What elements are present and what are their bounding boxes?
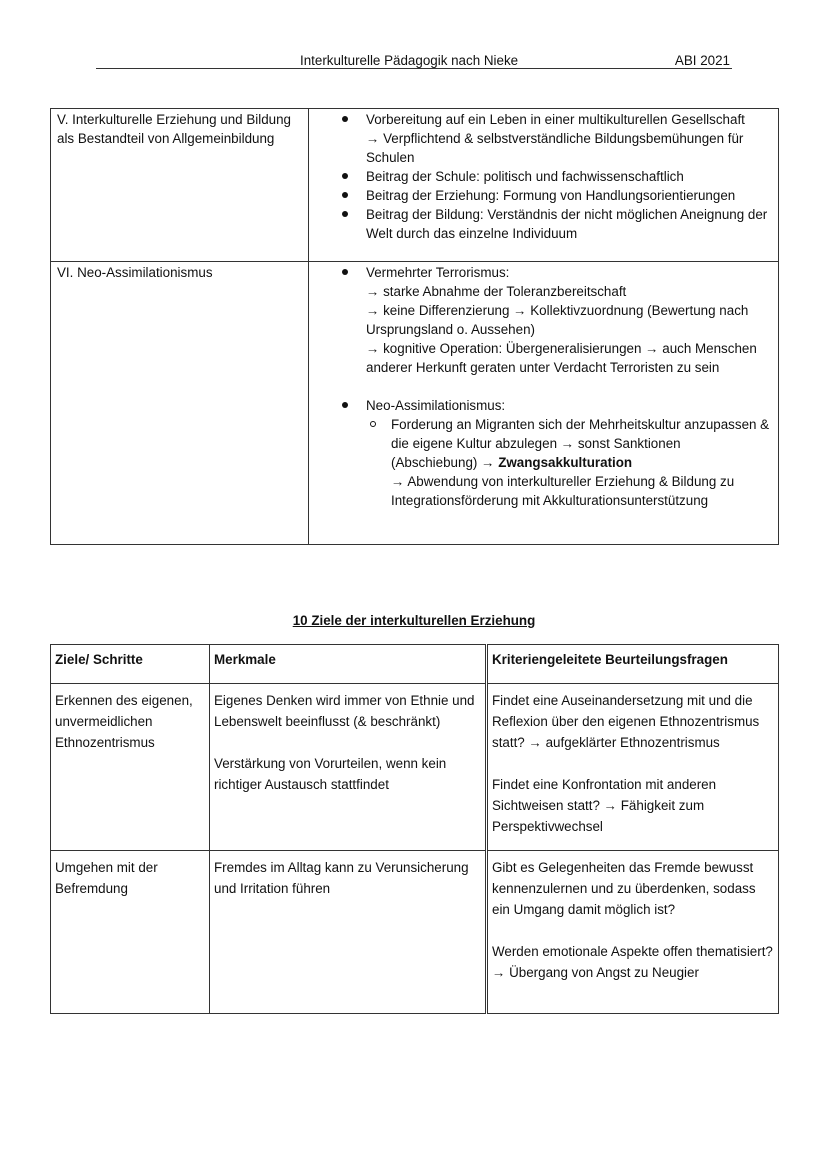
column-header: Kriteriengeleitete Beurteilungsfragen [487, 645, 779, 684]
header-year: ABI 2021 [674, 53, 730, 68]
list-item: Vorbereitung auf ein Leben in einer multikulturellen Gesellschaft → Verpflichtend & selbstverständliche Bildungsbemühungen für Schulen [366, 110, 770, 167]
list-item: Beitrag der Bildung: Verständnis der nicht möglichen Aneignung der Welt durch das einzelne Individuum [366, 205, 770, 243]
list-item: Neo-Assimilationismus: Forderung an Migranten sich der Mehrheitskultur anzupassen & die eigene Kultur abzulegen → sonst Sanktionen (Abschiebung) → Zwangsakkulturation → Abwendung von interkultureller Erziehung & Bildung zu Integrationsförderung mit Akkulturationsunterstützung [366, 398, 770, 508]
nieke-stages-table [50, 108, 779, 545]
column-header: Ziele/ Schritte [51, 645, 210, 684]
questions-cell: Gibt es Gelegenheiten das Fremde bewusst kennenzulernen und zu überdenken, sodass ein Umgang damit möglich ist? Werden emotionale Aspekte offen thematisiert? → Übergang von Angst zu Neugier [487, 851, 779, 1014]
emphasis: Zwangsakkulturation [498, 455, 633, 470]
list-item: Forderung an Migranten sich der Mehrheitskultur anzupassen & die eigene Kultur abzulegen → sonst Sanktionen (Abschiebung) → Zwangsakkulturation → Abwendung von interkultureller Erziehung & Bildung zu Integrationsförderung mit Akkulturationsunterstützung [391, 417, 770, 508]
list-item: Vermehrter Terrorismus: → starke Abnahme der Toleranzbereitschaft → keine Differenzierung → Kollektivzuordnung (Bewertung nach Ursprungsland o. Aussehen) → kognitive Operation: Übergeneralisierungen → auch Menschen anderer Herkunft geraten unter Verdacht Terroristen zu sein [366, 263, 770, 377]
goal-cell: Umgehen mit der Befremdung [51, 851, 210, 1014]
goal-cell: Erkennen des eigenen, unvermeidlichen Ethnozentrismus [51, 684, 210, 851]
stage-label: V. Interkulturelle Erziehung und Bildung als Bestandteil von Allgemeinbildung [51, 109, 309, 262]
stage-content [309, 262, 779, 545]
list-item: Beitrag der Schule: politisch und fachwissenschaftlich [366, 167, 770, 186]
section-title: 10 Ziele der interkulturellen Erziehung [292, 613, 536, 628]
stage-label: VI. Neo-Assimilationismus [51, 262, 309, 545]
goals-table [50, 644, 779, 1014]
questions-cell: Findet eine Auseinandersetzung mit und die Reflexion über den eigenen Ethnozentrismus statt? → aufgeklärter Ethnozentrismus Findet eine Konfrontation mit anderen Sichtweisen statt? → Fähigkeit zum Perspektivwechsel [487, 684, 779, 851]
table-row [51, 851, 779, 1014]
bullet-list [366, 396, 770, 510]
sub-list [366, 415, 770, 510]
bullet-list [366, 110, 770, 243]
table-row [51, 684, 779, 851]
table-header-row [51, 645, 779, 684]
list-item: Beitrag der Erziehung: Formung von Handlungsorientierungen [366, 186, 770, 205]
bullet-list [366, 263, 770, 377]
table-row [51, 109, 779, 262]
page-header [96, 51, 732, 69]
column-header: Merkmale [210, 645, 487, 684]
header-title: Interkulturelle Pädagogik nach Nieke [300, 53, 519, 68]
features-cell: Eigenes Denken wird immer von Ethnie und Lebenswelt beeinflusst (& beschränkt) Verstärkung von Vorurteilen, wenn kein richtiger Austausch stattfindet [210, 684, 487, 851]
stage-content [309, 109, 779, 262]
features-cell: Fremdes im Alltag kann zu Verunsicherung und Irritation führen [210, 851, 487, 1014]
table-row [51, 262, 779, 545]
